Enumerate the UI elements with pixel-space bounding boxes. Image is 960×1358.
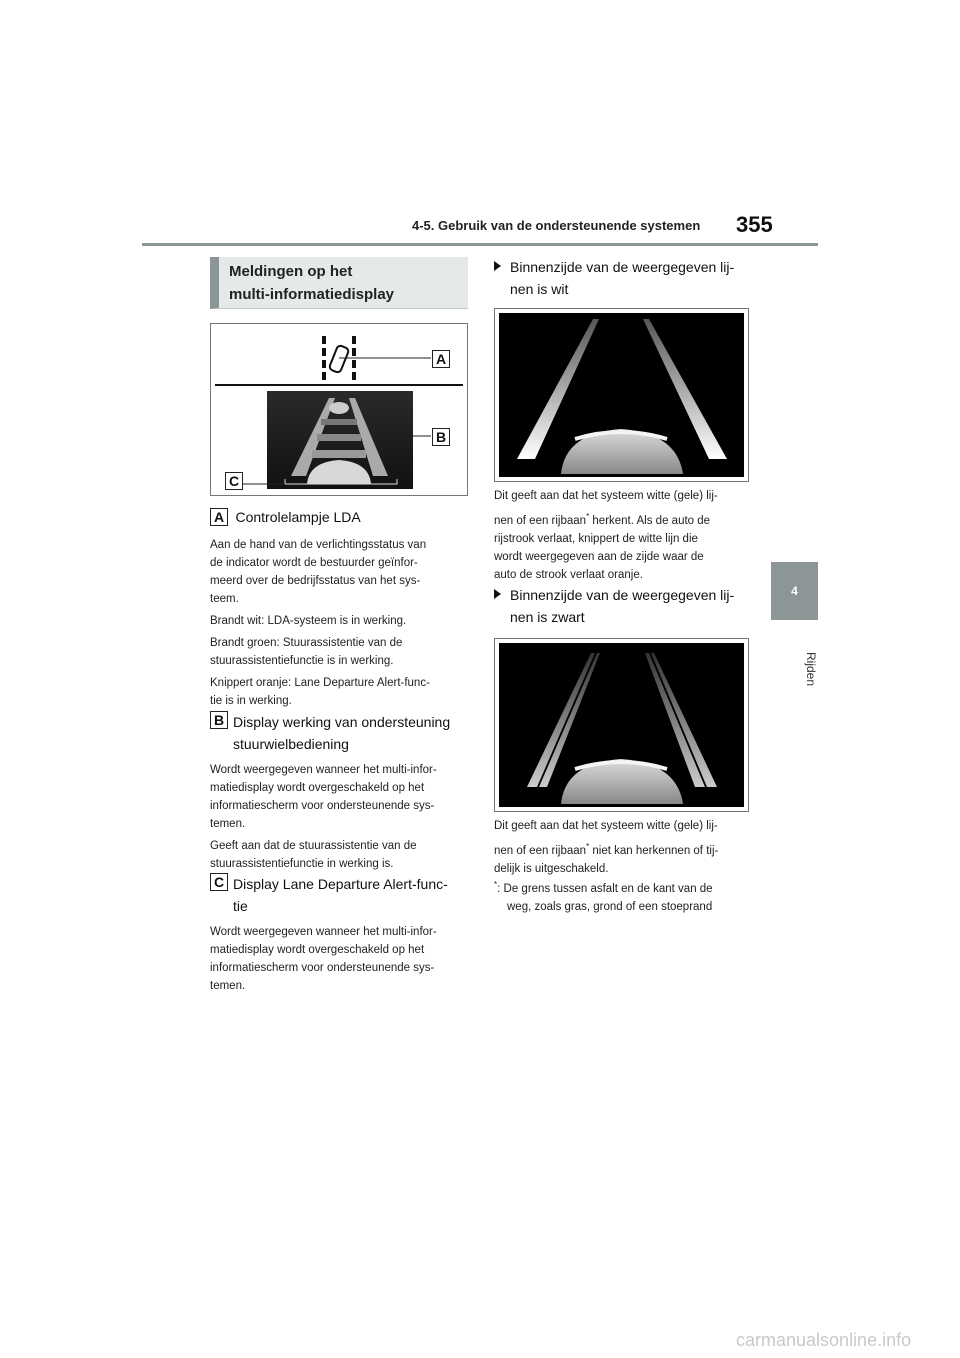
item-paragraph: [210, 674, 470, 710]
lda-display-illustration: [211, 324, 467, 495]
bullet-text: nen is zwart: [510, 609, 585, 625]
item-b: [210, 711, 470, 873]
item-title-line: Display Lane Departure Alert-func-: [233, 876, 448, 892]
white-lines-description: [494, 487, 756, 584]
item-title-line: tie: [233, 898, 248, 914]
footnote-mark: *: [494, 880, 498, 889]
text-line: Brandt groen: Stuurassistentie van de: [210, 637, 403, 649]
callout-a: A: [432, 350, 450, 368]
text-line: [494, 838, 756, 860]
item-title: [233, 873, 470, 917]
text-line: Knippert oranje: Lane Departure Alert-func-: [210, 677, 430, 689]
bullet-text: Binnenzijde van de weergegeven lij-: [510, 587, 735, 603]
text-line: de indicator wordt de bestuurder geïnfor-: [210, 557, 418, 569]
watermark: carmanualsonline.info: [736, 1330, 912, 1350]
text-line: Dit geeft aan dat het systeem witte (gele) lij-: [494, 490, 718, 502]
item-paragraph: [210, 634, 470, 670]
black-lines-description: [494, 817, 756, 878]
section-heading-line: multi-informatiedisplay: [229, 286, 395, 303]
text-line: stuurassistentiefunctie is in werking.: [210, 655, 394, 667]
text-line: [494, 508, 756, 530]
item-tag: B: [210, 711, 228, 729]
text-line: temen.: [210, 818, 246, 830]
footnote-mark: *: [586, 512, 590, 521]
item-paragraph: [210, 536, 470, 608]
text-line: Geeft aan dat de stuurassistentie van de: [210, 840, 417, 852]
text-line: Wordt weergegeven wanneer het multi-infor-: [210, 926, 437, 938]
bullet-white-lines: [494, 256, 754, 300]
chapter-number: 4: [791, 584, 798, 598]
footnote-line: [494, 876, 756, 898]
item-title: Controlelampje LDA: [235, 509, 361, 525]
item-title: [233, 711, 470, 755]
item-tag: A: [210, 508, 228, 526]
text-line: Dit geeft aan dat het systeem witte (gele) lij-: [494, 820, 718, 832]
text-line: delijk is uitgeschakeld.: [494, 862, 609, 875]
text-span: niet kan herkennen of tij-: [589, 844, 719, 857]
section-heading: [210, 257, 468, 309]
text-line: temen.: [210, 980, 246, 992]
running-header: 4-5. Gebruik van de ondersteunende systemen: [412, 218, 701, 233]
callout-c: C: [225, 472, 243, 490]
text-span: nen of een rijbaan: [494, 844, 587, 857]
footnote-mark: *: [586, 842, 590, 851]
chapter-label: Rijden: [804, 652, 818, 687]
item-paragraph: [210, 761, 470, 833]
text-line: Brandt wit: LDA-systeem is in werking.: [210, 615, 407, 627]
footnote-separator: :: [497, 882, 501, 895]
white-lines-figure: [494, 308, 749, 482]
section-heading-text: [229, 260, 394, 306]
text-line: auto de strook verlaat oranje.: [494, 568, 643, 581]
black-lines-figure: [494, 638, 749, 812]
bullet-triangle-icon: [494, 589, 501, 599]
header-rule: [142, 243, 818, 246]
text-line: informatiescherm voor ondersteunende sys-: [210, 962, 435, 974]
bullet-text: Binnenzijde van de weergegeven lij-: [510, 259, 735, 275]
section-heading-line: Meldingen op het: [229, 263, 353, 280]
bullet-triangle-icon: [494, 261, 501, 271]
text-line: matiedisplay wordt overgeschakeld op het: [210, 944, 425, 956]
item-tag: C: [210, 873, 228, 891]
text-span: De grens tussen asfalt en de kant van de: [503, 882, 713, 895]
item-paragraph: [210, 923, 470, 995]
text-line: Wordt weergegeven wanneer het multi-infor-: [210, 764, 437, 776]
text-line: Aan de hand van de verlichtingsstatus van: [210, 539, 427, 551]
text-line: wordt weergegeven aan de zijde waar de: [494, 550, 704, 563]
text-line: matiedisplay wordt overgeschakeld op het: [210, 782, 425, 794]
footnote: [494, 876, 756, 916]
callout-b: B: [432, 428, 450, 446]
footnote-line: weg, zoals gras, grond of een stoeprand: [507, 900, 713, 913]
text-line: rijstrook verlaat, knippert de witte lijn die: [494, 532, 698, 545]
text-line: meerd over de bedrijfsstatus van het sys-: [210, 575, 421, 587]
white-lines-illustration: [495, 309, 748, 481]
text-line: teem.: [210, 593, 239, 605]
page-number: 355: [736, 212, 773, 237]
bullet-text: nen is wit: [510, 281, 569, 297]
text-span: nen of een rijbaan: [494, 514, 587, 527]
item-title-line: stuurwielbediening: [233, 736, 349, 752]
item-a: [210, 508, 470, 710]
bullet-black-lines: [494, 584, 754, 628]
text-span: herkent. Als de auto de: [589, 514, 711, 527]
item-paragraph: [210, 612, 470, 630]
chapter-tab: [771, 562, 818, 620]
text-line: tie is in werking.: [210, 695, 292, 707]
item-paragraph: [210, 837, 470, 873]
lda-display-figure: [210, 323, 468, 496]
text-line: informatiescherm voor ondersteunende sys-: [210, 800, 435, 812]
black-lines-illustration: [495, 639, 748, 811]
item-title-line: Display werking van ondersteuning: [233, 714, 451, 730]
item-c: [210, 873, 470, 995]
text-line: stuurassistentiefunctie in werking is.: [210, 858, 394, 870]
